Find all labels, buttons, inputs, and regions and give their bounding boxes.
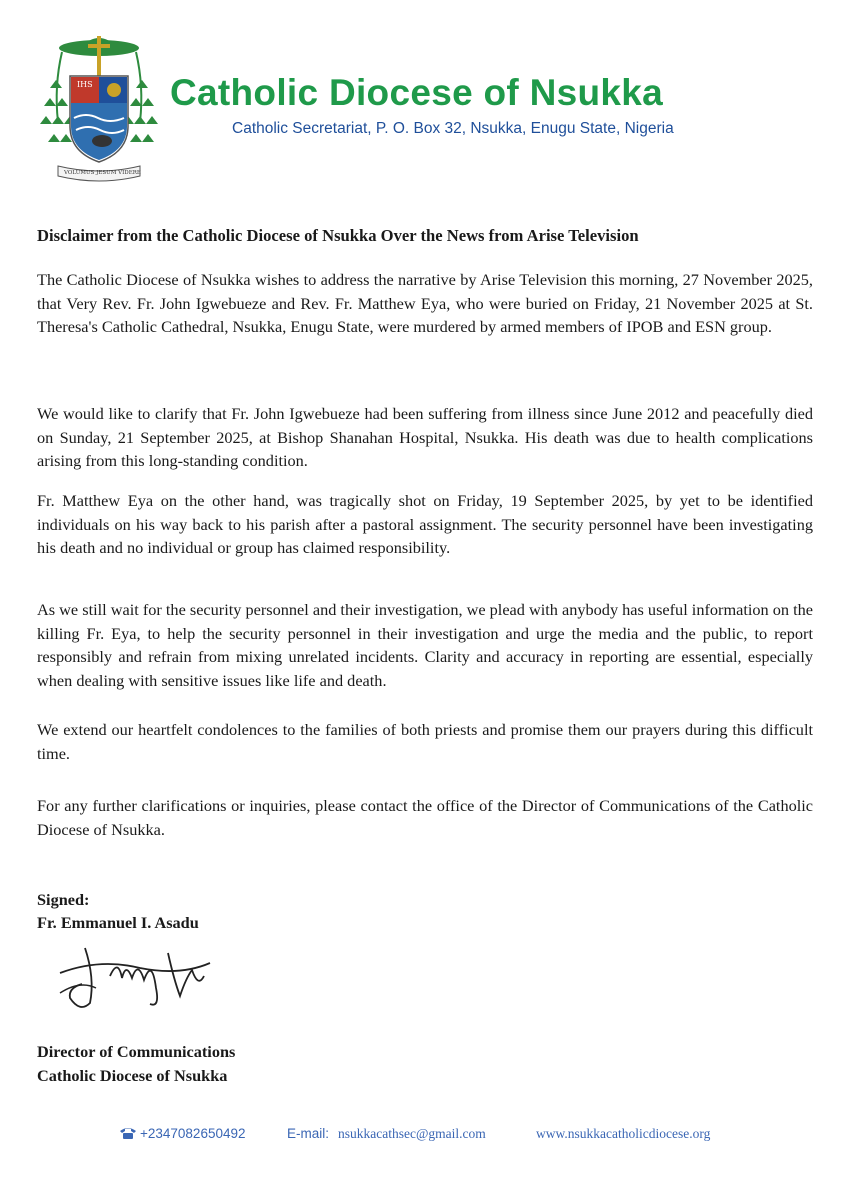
signed-label: Signed: bbox=[37, 890, 90, 909]
organization-name: Catholic Diocese of Nsukka bbox=[170, 72, 664, 113]
paragraph-5: We extend our heartfelt condolences to the families of both priests and promise them our prayers during this difficult time. bbox=[37, 720, 813, 763]
email-address[interactable]: nsukkacathsec@gmail.com bbox=[338, 1126, 486, 1141]
paragraph-2: We would like to clarify that Fr. John Igwebueze had been suffering from illness since June 2012 and peacefully died on Sunday, 21 September 2025, at Bishop Shanahan Hospital, Nsukka. His death was due to health complications arising from this long-standing condition. bbox=[37, 404, 813, 470]
crest-motto: VOLUMUS JESUM VIDERE bbox=[64, 170, 141, 176]
phone-number: +2347082650492 bbox=[140, 1126, 246, 1141]
paragraph-4: As we still wait for the security personnel and their investigation, we plead with anybody has useful information on the killing Fr. Eya, to help the security personnel in their investigation and urge the media and the public, to report responsibly and refrain from mixing unrelated incidents. Clarity and accuracy in reporting are essential, especially when dealing with sensitive issues like life and death. bbox=[37, 600, 813, 690]
organization-address: Catholic Secretariat, P. O. Box 32, Nsukka, Enugu State, Nigeria bbox=[232, 120, 674, 137]
telephone-icon bbox=[118, 1126, 138, 1140]
website-link[interactable]: www.nsukkacatholicdiocese.org bbox=[536, 1126, 711, 1141]
paragraph-6: For any further clarifications or inquiries, please contact the office of the Director of Communications of the Catholic Diocese of Nsukka. bbox=[37, 796, 813, 839]
signer-organization: Catholic Diocese of Nsukka bbox=[37, 1066, 228, 1085]
paragraph-3: Fr. Matthew Eya on the other hand, was tragically shot on Friday, 19 September 2025, by yet to be identified individuals on his way back to his parish after a pastoral assignment. The security personnel have been investigating his death and no individual or group has claimed responsibility. bbox=[37, 491, 813, 557]
email-label: E-mail: bbox=[287, 1126, 330, 1141]
letter-heading: Disclaimer from the Catholic Diocese of Nsukka Over the News from Arise Television bbox=[37, 226, 639, 245]
signer-role: Director of Communications bbox=[37, 1042, 236, 1061]
signer-name: Fr. Emmanuel I. Asadu bbox=[37, 913, 199, 932]
paragraph-1: The Catholic Diocese of Nsukka wishes to address the narrative by Arise Television this morning, 27 November 2025, that Very Rev. Fr. John Igwebueze and Rev. Fr. Matthew Eya, who were buried on Friday, 21 November 2025 at St. Theresa's Catholic Cathedral, Nsukka, Enugu State, were murdered by armed members of IPOB and ESN group. bbox=[37, 270, 813, 336]
crest-monogram: IHS bbox=[77, 80, 93, 89]
handwritten-signature bbox=[40, 918, 230, 1018]
footer-phone bbox=[118, 1126, 246, 1141]
diocese-crest-icon bbox=[40, 26, 158, 182]
